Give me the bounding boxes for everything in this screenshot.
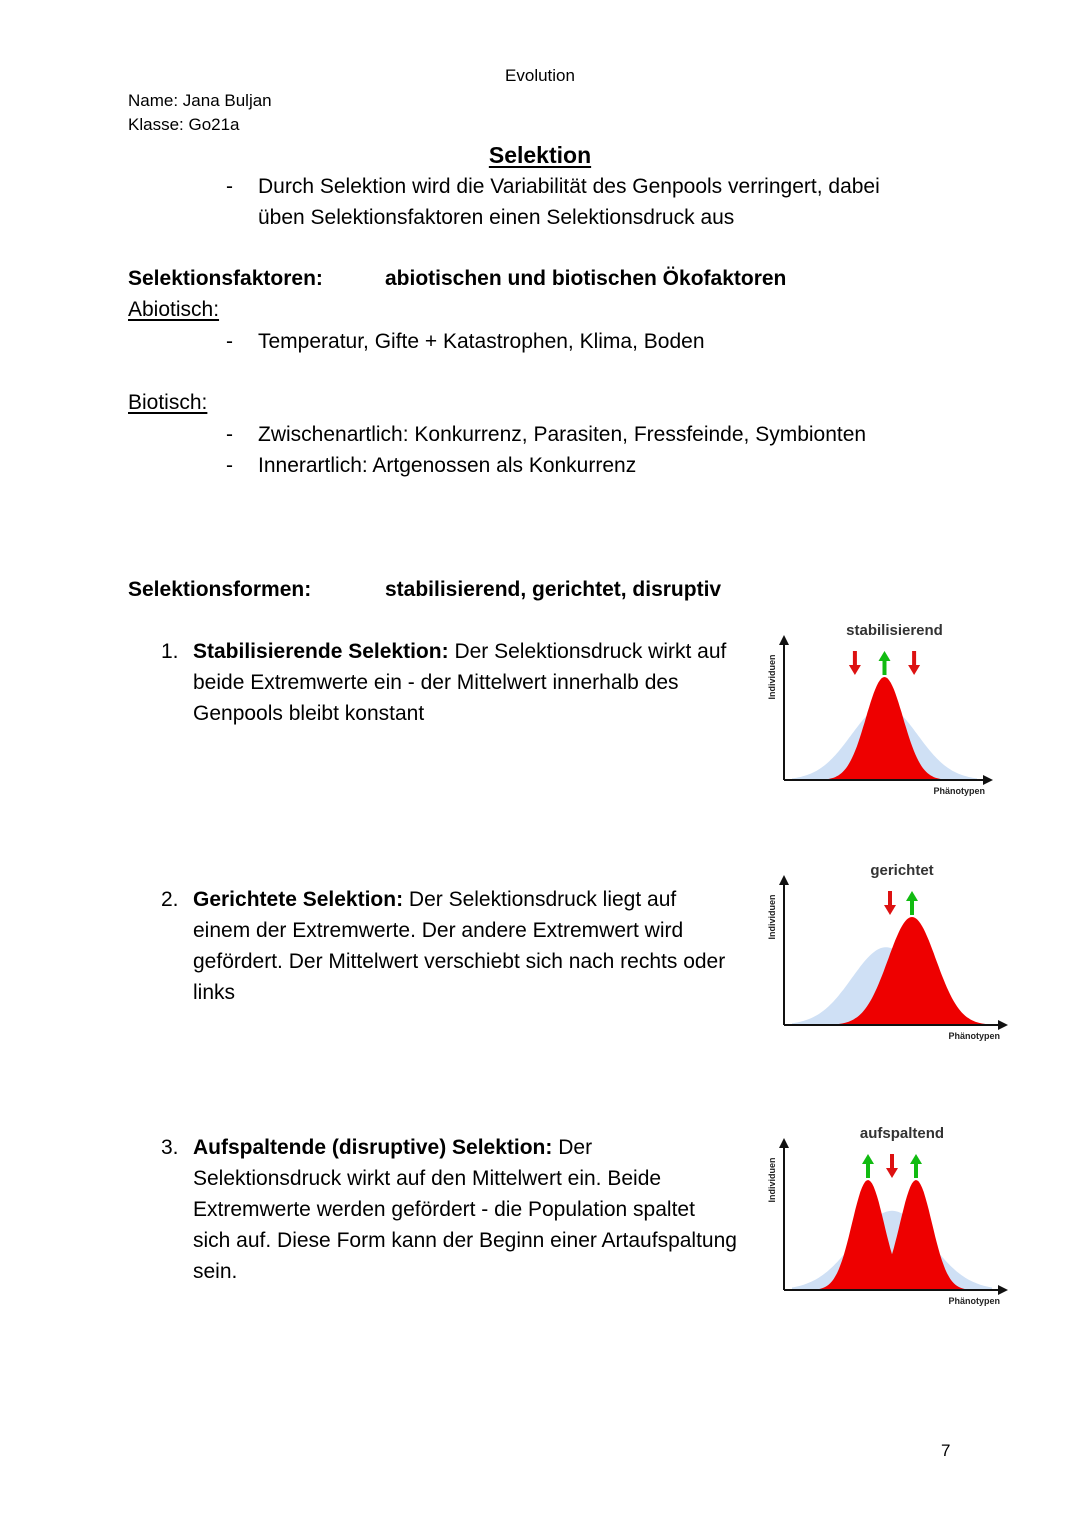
selection-term: Aufspaltende (disruptive) Selektion:	[193, 1136, 553, 1159]
biotic-item: Innerartlich: Artgenossen als Konkurrenz	[258, 454, 637, 477]
forms-label: Selektionsformen:	[128, 578, 312, 601]
y-axis-label: Individuen	[767, 894, 777, 940]
bullet-dash: -	[226, 175, 233, 198]
selection-text: Der Selektionsdruck liegt auf einem der Extremwerte. Der andere Extremwert wird gefördert. Der Mittelwert verschiebt sich nach rechts oder links	[193, 888, 726, 1004]
x-axis-label: Phänotypen	[933, 786, 985, 796]
y-axis-label: Individuen	[767, 654, 777, 700]
selection-term: Stabilisierende Selektion:	[193, 640, 449, 663]
bullet-dash: -	[226, 330, 233, 353]
selection-arrow-down-icon	[908, 651, 920, 675]
chart-series-area-nachher	[792, 917, 992, 1025]
y-axis-arrowhead	[779, 1138, 789, 1148]
selection-text: Der Selektionsdruck wirkt auf beide Extremwerte ein - der Mittelwert innerhalb des Genpools bleibt konstant	[193, 640, 727, 725]
x-axis-arrowhead	[998, 1285, 1008, 1295]
selection-text: Der Selektionsdruck wirkt auf den Mittelwert ein. Beide Extremwerte werden gefördert - die Population spaltet sich auf. Diese Form kann der Beginn einer Artaufspaltung sein.	[193, 1136, 737, 1283]
selection-arrow-up-icon	[906, 891, 918, 915]
chart-title: gerichtet	[870, 862, 934, 879]
page-title: Selektion	[488, 142, 592, 168]
selection-arrow-up-icon	[879, 651, 891, 675]
y-axis-label: Individuen	[767, 1157, 777, 1203]
bullet-dash: -	[226, 454, 233, 477]
intro-line-2: üben Selektionsfaktoren einen Selektionsdruck aus	[258, 206, 735, 229]
x-axis-arrowhead	[983, 775, 993, 785]
forms-value: stabilisierend, gerichtet, disruptiv	[385, 578, 722, 601]
chart-title: aufspaltend	[859, 1125, 945, 1142]
factors-value: abiotischen und biotischen Ökofaktoren	[385, 267, 787, 290]
selection-description	[193, 1132, 738, 1287]
chart-stabilisierend	[760, 615, 1005, 800]
selection-term: Gerichtete Selektion:	[193, 888, 404, 911]
chart-title: stabilisierend	[846, 622, 943, 639]
biotic-heading: Biotisch:	[128, 391, 208, 414]
selection-description	[193, 636, 753, 729]
intro-line-1: Durch Selektion wird die Variabilität des Genpools verringert, dabei	[258, 175, 880, 198]
selection-arrow-down-icon	[849, 651, 861, 675]
selection-arrow-down-icon	[886, 1154, 898, 1178]
header-subject: Evolution	[505, 66, 575, 85]
x-axis-arrowhead	[998, 1020, 1008, 1030]
y-axis-arrowhead	[779, 875, 789, 885]
list-number: 1.	[161, 640, 179, 663]
list-number: 2.	[161, 888, 179, 911]
list-number: 3.	[161, 1136, 179, 1159]
header-class: Klasse: Go21a	[128, 115, 240, 134]
header-name: Name: Jana Buljan	[128, 91, 272, 110]
selection-arrow-down-icon	[884, 891, 896, 915]
x-axis-label: Phänotypen	[948, 1031, 1000, 1041]
selection-arrow-up-icon	[910, 1154, 922, 1178]
y-axis-arrowhead	[779, 635, 789, 645]
abiotic-item: Temperatur, Gifte + Katastrophen, Klima, Boden	[258, 330, 705, 353]
chart-aufspaltend	[760, 1118, 1020, 1310]
selection-arrow-up-icon	[862, 1154, 874, 1178]
chart-series-area-nachher	[792, 677, 977, 780]
bullet-dash: -	[226, 423, 233, 446]
abiotic-heading: Abiotisch:	[128, 298, 220, 321]
x-axis-label: Phänotypen	[948, 1296, 1000, 1306]
chart-gerichtet	[760, 855, 1020, 1045]
page-number: 7	[941, 1441, 951, 1460]
biotic-item: Zwischenartlich: Konkurrenz, Parasiten, Fressfeinde, Symbionten	[258, 423, 867, 446]
factors-label: Selektionsfaktoren:	[128, 267, 323, 290]
selection-description	[193, 884, 738, 1008]
